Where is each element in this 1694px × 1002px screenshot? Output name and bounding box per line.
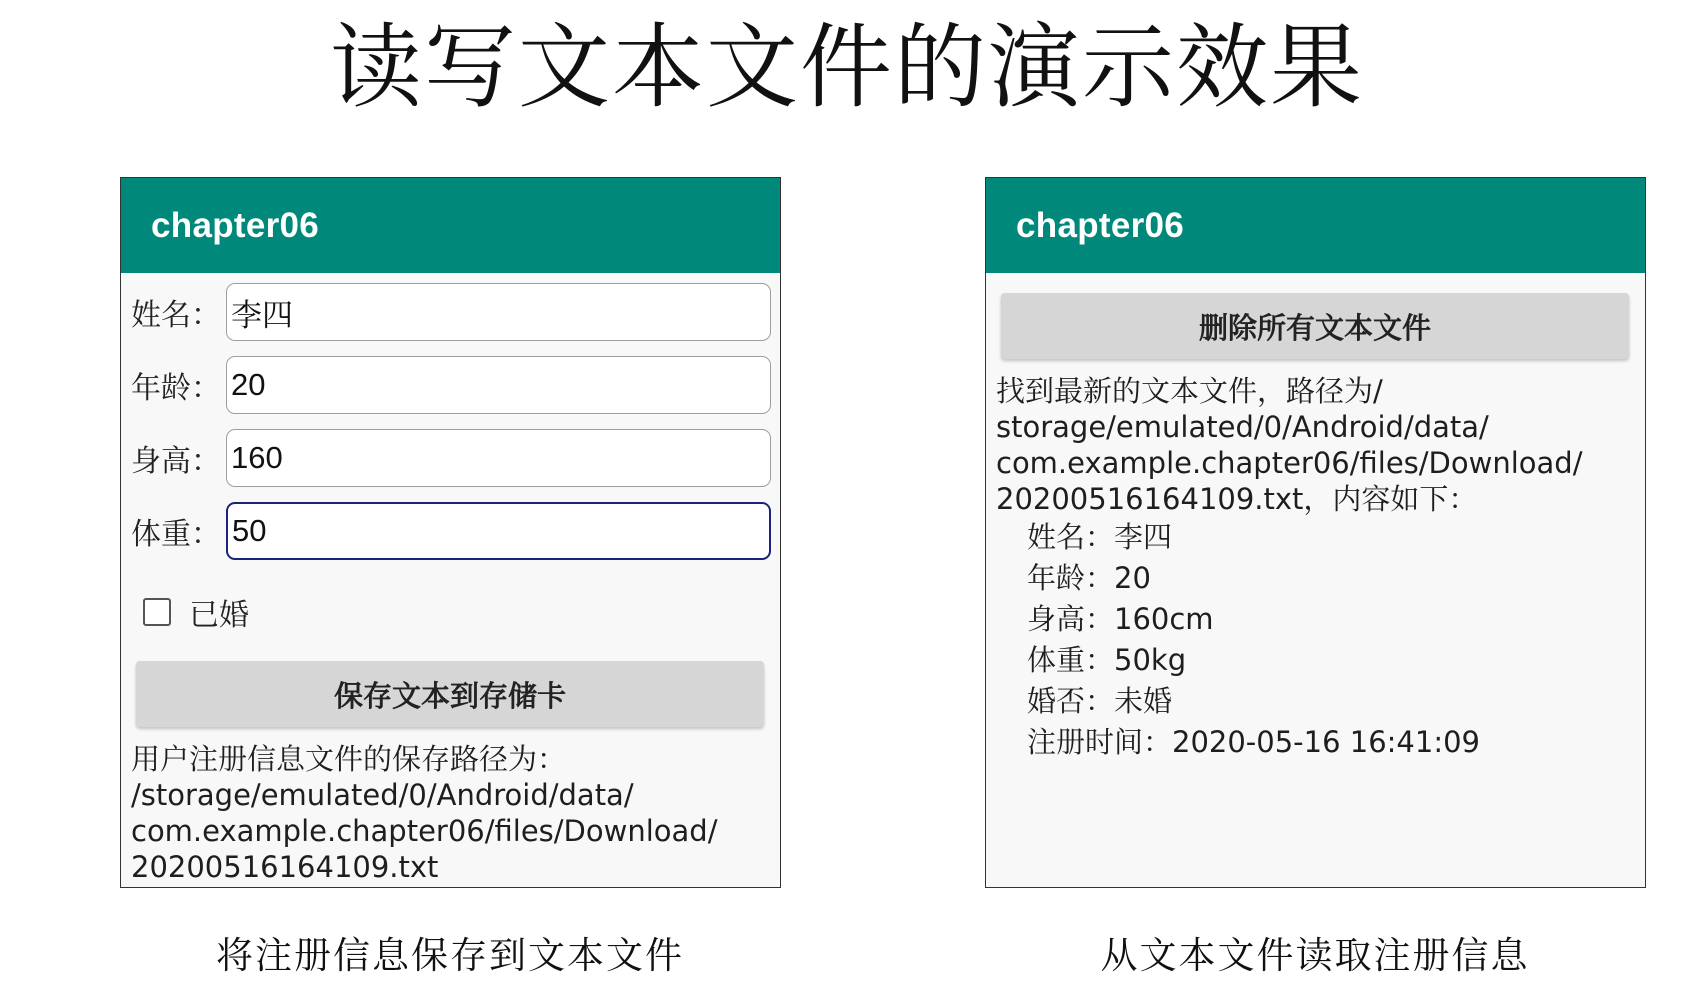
married-checkbox-row[interactable] [143, 590, 249, 634]
weight-label: 体重： [131, 517, 221, 552]
name-label: 姓名： [131, 298, 221, 333]
age-label: 年龄： [131, 371, 221, 406]
app-bar [121, 178, 780, 273]
result-line: com.example.chapter06/files/Download/ [131, 814, 718, 848]
app-title: chapter06 [151, 205, 320, 245]
save-result-text [131, 741, 774, 885]
height-input[interactable]: 160 [226, 429, 771, 487]
read-result-text [996, 373, 1639, 763]
content-line: 婚否：未婚 [1027, 684, 1173, 718]
weight-row [131, 500, 771, 562]
weight-input[interactable]: 50 [226, 502, 771, 560]
app-bar [986, 178, 1645, 273]
result-line: /storage/emulated/0/Android/data/ [131, 778, 634, 812]
content-line: 姓名：李四 [1027, 520, 1173, 554]
height-label: 身高： [131, 444, 221, 479]
married-checkbox[interactable] [143, 598, 171, 626]
name-input[interactable]: 李四 [226, 283, 771, 341]
content-line: 年龄：20 [1027, 561, 1151, 595]
result-line: 找到最新的文本文件，路径为/ [996, 374, 1383, 408]
left-caption: 将注册信息保存到文本文件 [216, 934, 684, 977]
page-title: 读写文本文件的演示效果 [329, 14, 1364, 121]
name-row [131, 281, 771, 343]
result-line: storage/emulated/0/Android/data/ [996, 410, 1489, 444]
content-line: 身高：160cm [1027, 602, 1214, 636]
right-caption: 从文本文件读取注册信息 [1100, 934, 1530, 977]
result-line: 20200516164109.txt [131, 850, 439, 884]
age-row [131, 354, 771, 416]
result-line: 用户注册信息文件的保存路径为： [131, 742, 567, 776]
right-phone-screen [985, 177, 1646, 888]
delete-all-files-button[interactable]: 删除所有文本文件 [1001, 293, 1629, 359]
left-phone-screen [120, 177, 781, 888]
save-text-button[interactable]: 保存文本到存储卡 [136, 661, 764, 727]
result-line: com.example.chapter06/files/Download/ [996, 446, 1583, 480]
result-line: 20200516164109.txt，内容如下： [996, 482, 1478, 516]
app-title: chapter06 [1016, 205, 1185, 245]
content-line: 注册时间：2020-05-16 16:41:09 [1027, 725, 1480, 759]
height-row [131, 427, 771, 489]
content-line: 体重：50kg [1027, 643, 1187, 677]
married-checkbox-label: 已婚 [189, 598, 249, 633]
file-content [996, 517, 1639, 763]
age-input[interactable]: 20 [226, 356, 771, 414]
